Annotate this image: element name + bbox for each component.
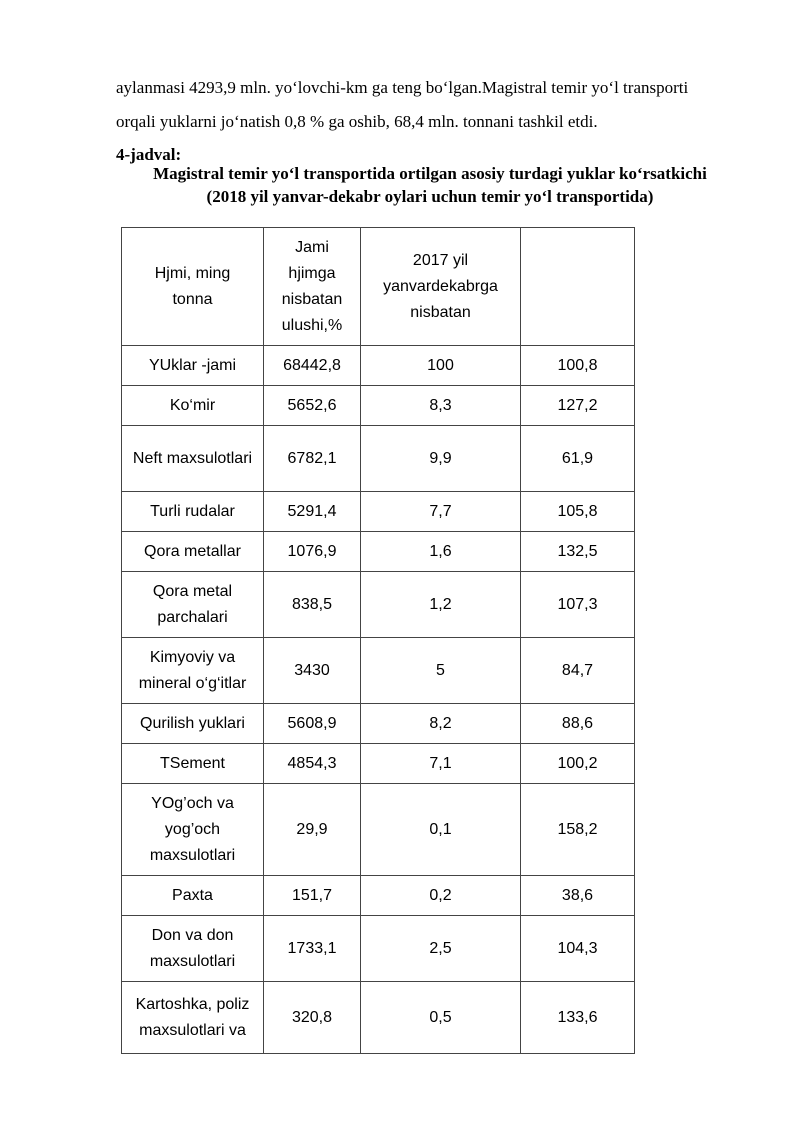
table-row — [122, 876, 635, 916]
share-cell: 9,9 — [361, 426, 521, 492]
header-cell-empty — [521, 228, 635, 346]
header-share-label: Jami hjimga nisbatan ulushi,% — [281, 238, 343, 334]
cargo-name-cell: Paxta — [122, 876, 264, 916]
table-row — [122, 916, 635, 982]
vs2017-cell: 133,6 — [521, 982, 635, 1054]
volume-cell: 1076,9 — [264, 532, 361, 572]
volume-cell: 5608,9 — [264, 704, 361, 744]
volume-cell: 5291,4 — [264, 492, 361, 532]
cargo-name-cell: YUklar -jami — [122, 346, 264, 386]
share-cell: 5 — [361, 638, 521, 704]
share-cell: 8,2 — [361, 704, 521, 744]
share-cell: 1,2 — [361, 572, 521, 638]
share-cell: 7,1 — [361, 744, 521, 784]
table-row — [122, 784, 635, 876]
volume-cell: 29,9 — [264, 784, 361, 876]
cargo-name-cell: Qora metal parchalari — [122, 572, 264, 638]
vs2017-cell: 158,2 — [521, 784, 635, 876]
header-vs2017-label: 2017 yil yanvardekabrga nisbatan — [383, 251, 498, 321]
volume-cell: 320,8 — [264, 982, 361, 1054]
vs2017-cell: 61,9 — [521, 426, 635, 492]
share-cell: 7,7 — [361, 492, 521, 532]
paragraph-line-1: aylanmasi 4293,9 mln. yo‘lovchi-km ga teng bo‘lgan.Magistral temir yo‘l transporti — [116, 78, 689, 97]
volume-cell: 1733,1 — [264, 916, 361, 982]
share-cell: 2,5 — [361, 916, 521, 982]
cargo-name-cell: Kimyoviy va mineral o‘g‘itlar — [122, 638, 264, 704]
vs2017-cell: 88,6 — [521, 704, 635, 744]
cargo-name-cell: TSement — [122, 744, 264, 784]
header-volume-label: Hjmi, ming tonna — [154, 264, 231, 308]
share-cell: 0,2 — [361, 876, 521, 916]
share-cell: 100 — [361, 346, 521, 386]
header-cell-share — [264, 228, 361, 346]
vs2017-cell: 132,5 — [521, 532, 635, 572]
vs2017-cell: 105,8 — [521, 492, 635, 532]
table-row — [122, 704, 635, 744]
vs2017-cell: 100,8 — [521, 346, 635, 386]
vs2017-cell: 84,7 — [521, 638, 635, 704]
table-row — [122, 532, 635, 572]
volume-cell: 6782,1 — [264, 426, 361, 492]
header-cell-vs2017 — [361, 228, 521, 346]
table-row — [122, 492, 635, 532]
volume-cell: 151,7 — [264, 876, 361, 916]
share-cell: 8,3 — [361, 386, 521, 426]
table-row — [122, 638, 635, 704]
vs2017-cell: 100,2 — [521, 744, 635, 784]
share-cell: 1,6 — [361, 532, 521, 572]
table-row — [122, 426, 635, 492]
cargo-name-cell: Ko‘mir — [122, 386, 264, 426]
header-cell-volume — [122, 228, 264, 346]
table-row — [122, 386, 635, 426]
volume-cell: 3430 — [264, 638, 361, 704]
share-cell: 0,5 — [361, 982, 521, 1054]
cargo-name-cell: Kartoshka, poliz maxsulotlari va — [122, 982, 264, 1054]
cargo-name-cell: Qurilish yuklari — [122, 704, 264, 744]
cargo-name-cell: Neft maxsulotlari — [122, 426, 264, 492]
cargo-name-cell: YOg’och va yog’och maxsulotlari — [122, 784, 264, 876]
table-label: 4-jadval: — [116, 145, 182, 164]
table-title-line-2: (2018 yil yanvar-dekabr oylari uchun temir yo‘l transportida) — [206, 187, 654, 206]
table-row — [122, 744, 635, 784]
cargo-table — [121, 227, 635, 1054]
table-row — [122, 572, 635, 638]
vs2017-cell: 127,2 — [521, 386, 635, 426]
vs2017-cell: 38,6 — [521, 876, 635, 916]
vs2017-cell: 107,3 — [521, 572, 635, 638]
table-row — [122, 346, 635, 386]
cargo-name-cell: Qora metallar — [122, 532, 264, 572]
share-cell: 0,1 — [361, 784, 521, 876]
volume-cell: 5652,6 — [264, 386, 361, 426]
cargo-name-cell: Don va don maxsulotlari — [122, 916, 264, 982]
volume-cell: 838,5 — [264, 572, 361, 638]
paragraph-line-2: orqali yuklarni jo‘natish 0,8 % ga oshib, 68,4 mln. tonnani tashkil etdi. — [116, 112, 598, 131]
volume-cell: 68442,8 — [264, 346, 361, 386]
table-title-line-1: Magistral temir yo‘l transportida ortilgan asosiy turdagi yuklar ko‘rsatkichi — [153, 164, 707, 183]
vs2017-cell: 104,3 — [521, 916, 635, 982]
table-row — [122, 982, 635, 1054]
cargo-name-cell: Turli rudalar — [122, 492, 264, 532]
volume-cell: 4854,3 — [264, 744, 361, 784]
table-header-row — [122, 228, 635, 346]
